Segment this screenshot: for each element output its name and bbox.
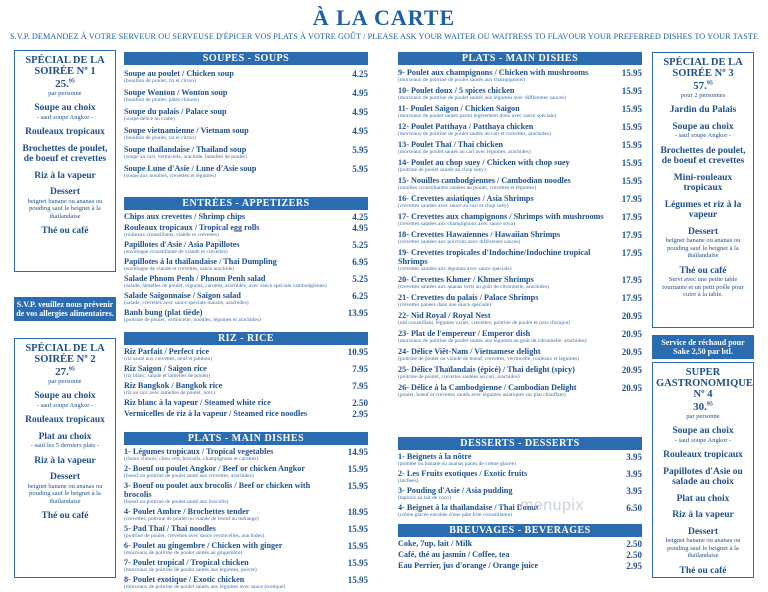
rice-section xyxy=(124,332,368,418)
menu-item xyxy=(398,383,642,398)
item-description: (rouleaux croustillants, viande et crevettes) xyxy=(124,232,219,238)
item-name: 13- Poulet Thaï / Thai chicken xyxy=(398,140,504,149)
section-title: DESSERTS - DESSERTS xyxy=(398,437,642,450)
section-title: PLATS - MAIN DISHES xyxy=(398,52,642,65)
menu-item xyxy=(398,86,642,101)
item-name: 1- Beignets à la nôtre xyxy=(398,452,472,461)
menu-item xyxy=(398,452,642,467)
item-name: Riz Parfait / Perfect rice xyxy=(124,347,210,356)
special-price-value: 57. xyxy=(693,80,707,92)
item-name: Soupe Lune d'Asie / Lune d'Asie soup xyxy=(124,164,257,173)
item-name: 22- Nid Royal / Royal Nest xyxy=(398,311,491,320)
item-description: (crevettes sautées avec sauce au cari et chop suey) xyxy=(398,203,509,209)
item-description: (morceaux de poulet sautés parmi légèrement doux avec sauce spéciale) xyxy=(398,113,557,119)
item-price: 7.95 xyxy=(352,364,368,374)
item-description: (soupe aux nouilles, crevettes et légumes) xyxy=(124,173,216,179)
special-price xyxy=(656,80,750,92)
item-name: 14- Poulet au chop suey / Chicken with chop suey xyxy=(398,158,570,167)
item-name: Soupe thaïlandaise / Thailand soup xyxy=(124,145,247,154)
item-name: Soupe du palais / Palace soup xyxy=(124,107,227,116)
menu-item xyxy=(124,145,368,160)
item-description: (morceaux de poitrine de poulet sautés aux légumes avec différentes sauces) xyxy=(398,95,566,101)
menu-item xyxy=(124,524,368,539)
item-name: Soupe Wonton / Wonton soup xyxy=(124,88,228,97)
item-description: (enveloppe croustillante de viande et crevettes) xyxy=(124,249,228,255)
item-name: 17- Crevettes aux champignons / Shrimps with mushrooms xyxy=(398,212,604,221)
item-price: 6.25 xyxy=(352,291,368,301)
item-description: (poulet, boeuf et crevettes sautés avec légumes asiatiques sur plat chauffant) xyxy=(398,392,566,398)
item-price: 2.95 xyxy=(352,409,368,419)
menu-item xyxy=(124,558,368,573)
item-name: 5- Pad Thaï / Thai noodles xyxy=(124,524,216,533)
item-price: 15.95 xyxy=(347,464,368,474)
special-item: Plat au choix xyxy=(676,493,730,504)
item-price: 17.95 xyxy=(621,293,642,303)
special-item: Rouleaux tropicaux xyxy=(663,450,743,460)
special-item: Thé ou café xyxy=(41,226,89,236)
special-item: Mini-rouleaux tropicaux xyxy=(673,172,733,193)
item-price: 4.95 xyxy=(352,88,368,98)
item-price: 15.95 xyxy=(621,68,642,78)
special-price-cents: 95 xyxy=(706,401,713,408)
item-name: Café, thé au jasmin / Coffee, tea xyxy=(398,550,510,559)
item-price: 3.95 xyxy=(626,486,642,496)
special-item-note: Servi avec une petite table tournante et un petit poêle pour cuire à la table. xyxy=(662,276,744,298)
special-item: Légumes et riz à la vapeur xyxy=(664,199,742,220)
special-item-note: - sauf soupe Angkor - xyxy=(36,401,94,409)
item-name: Riz Saigon / Saigon rice xyxy=(124,364,207,373)
menu-item xyxy=(398,140,642,155)
special-item: Dessert xyxy=(687,226,719,237)
item-price: 18.95 xyxy=(347,507,368,517)
item-description: (riz blanc, salade et lamelles de poulet) xyxy=(124,373,210,379)
menu-item xyxy=(124,447,368,462)
item-name: Chips aux crevettes / Shrimp chips xyxy=(124,212,246,221)
menu-item xyxy=(124,347,368,362)
item-name: 26- Délice à la Cambodgienne / Cambodian Delight xyxy=(398,383,577,392)
special-item: Thé ou café xyxy=(41,511,89,521)
item-name: 3- Pouding d'Asie / Asia pudding xyxy=(398,486,513,495)
item-description: (riz sauté aux crevettes, oeuf et jambon) xyxy=(124,356,213,362)
section-title: BREUVAGES - BEVERAGES xyxy=(398,524,642,537)
item-name: 2- Boeuf ou poulet Angkor / Beef or chicken Angkor xyxy=(124,464,305,473)
item-name: 2- Les Fruits exotiques / Exotic fruits xyxy=(398,469,528,478)
item-description: (pomme ou banane ou ananas panés de crème glacée) xyxy=(398,461,516,467)
item-description: (morceaux de poitrine de poulet sautés au cari et crevettes, arachides) xyxy=(398,131,551,137)
item-description: (morceaux de poitrine de poulet sautés aux légumes, poivre) xyxy=(124,567,257,573)
item-price: 5.25 xyxy=(352,274,368,284)
menu-item xyxy=(124,381,368,396)
menu-item xyxy=(124,409,368,418)
item-price: 10.95 xyxy=(347,347,368,357)
special-item: Brochettes de poulet, de boeuf et crevettes xyxy=(22,143,108,164)
menu-item xyxy=(398,176,642,191)
menu-item xyxy=(124,69,368,84)
item-description: (morceaux de poitrine de poulet sautés au gingembre) xyxy=(124,550,243,556)
menu-item xyxy=(398,122,642,137)
main-dishes-1-section xyxy=(124,432,368,590)
menu-item xyxy=(398,293,642,308)
item-price: 17.95 xyxy=(621,230,642,240)
item-name: 11- Poulet Saigon / Chicken Saigon xyxy=(398,104,520,113)
menu-item xyxy=(398,347,642,362)
item-price: 17.95 xyxy=(621,248,642,258)
item-price: 20.95 xyxy=(621,347,642,357)
menu-item xyxy=(398,311,642,326)
item-name: Banh bung (plat tiède) xyxy=(124,308,203,317)
menu-item xyxy=(398,194,642,209)
item-name: 19- Crevettes tropicales d'Indochine/Indochine tropical Shrimps xyxy=(398,248,591,266)
special-item: Rouleaux tropicaux xyxy=(25,127,105,137)
item-price: 15.95 xyxy=(347,524,368,534)
item-description: (soupe délice au crabe) xyxy=(124,116,175,122)
item-description: (morceaux de poitrine de poulet sautés aux champignons) xyxy=(398,77,525,83)
item-description: (morceaux de poitrine de poulet sautés aux légumes avec sauce exotique) xyxy=(124,584,286,590)
special-item: Thé ou café xyxy=(679,565,727,576)
item-price: 4.25 xyxy=(352,69,368,79)
item-price: 15.95 xyxy=(347,481,368,491)
item-price: 15.95 xyxy=(621,176,642,186)
item-price: 15.95 xyxy=(621,104,642,114)
item-price: 6.95 xyxy=(352,257,368,267)
beverages-section xyxy=(398,524,642,570)
special-item-note: beignet banane ou ananas ou pouding sauf le beignet à la thaïlandaise xyxy=(27,197,103,220)
item-description: (soupe au cari, vermicelle, arachide, lamelles de poulet) xyxy=(124,154,247,160)
special-item-note: - sauf soupe Angkor - xyxy=(674,436,732,444)
menu-item xyxy=(124,126,368,141)
item-price: 13.95 xyxy=(347,308,368,318)
special-title: SUPER GASTRONOMIQUE Nº 4 xyxy=(656,367,753,400)
item-description: (enveloppe de viande et crevettes, sauce arachide) xyxy=(124,266,235,272)
item-description: (crevettes panées dans une sauce spéciale) xyxy=(398,302,491,308)
item-price: 4.25 xyxy=(352,212,368,222)
item-description: (poitrine de poulet, crevettes avec sauce vermicelles, arachides) xyxy=(124,533,265,539)
item-price: 15.95 xyxy=(621,140,642,150)
item-name: 3- Boeuf ou poulet aux brocolis / Beef or chicken with brocolis xyxy=(124,481,311,499)
item-name: 15- Nouilles cambodgiennes / Cambodian noodles xyxy=(398,176,571,185)
page-subtitle: S.V.P. DEMANDEZ À VOTRE SERVEUR OU SERVEUSE D'ÉPICER VOS PLATS À VOTRE GOÛT / PLEASE ASK YOUR WAITER OU WAITRESS TO FLAVOUR YOUR PREFERRED DISHES TO YOUR TASTE xyxy=(9,32,759,41)
item-name: 6- Poulet au gingembre / Chicken with ginger xyxy=(124,541,283,550)
item-name: 18- Crevettes Hawaïennes / Hawaiian Shrimps xyxy=(398,230,561,239)
item-description: (bouillon de poulet, pâtés chinois) xyxy=(124,97,199,103)
item-name: 7- Poulet tropical / Tropical chicken xyxy=(124,558,249,567)
item-name: 23- Plat de l'empereur / Emperor dish xyxy=(398,329,531,338)
item-name: Rouleaux tropicaux / Tropical egg rolls xyxy=(124,223,260,232)
item-name: 4- Beignet à la thaïlandaise / Thai Donut xyxy=(398,503,539,512)
item-description: (bouillon de poulet, riz et citron) xyxy=(124,78,196,84)
menu-item xyxy=(124,212,368,221)
special-price-value: 27. xyxy=(55,366,69,378)
item-name: 24- Délice Viêt-Nam / Vietnamese delight xyxy=(398,347,541,356)
item-price: 15.95 xyxy=(621,122,642,132)
item-price: 2.50 xyxy=(626,539,642,549)
menu-item xyxy=(124,291,368,306)
special-item-note: - sauf les 5 derniers plats - xyxy=(30,442,100,449)
item-name: Riz Bangkok / Bangkok rice xyxy=(124,381,223,390)
item-name: Papillotes d'Asie / Asia Papillotes xyxy=(124,240,240,249)
item-description: (choux chinois, chou vert, brocolis, champignons et carottes) xyxy=(124,456,259,462)
rechaud-note: Service de réchaud pour Sake 2,50 par btl. xyxy=(652,335,754,359)
menu-item xyxy=(398,275,642,290)
menu-item xyxy=(398,329,642,344)
item-description: (crevettes sautées aux ananas verts au goût de citronnelle, arachides) xyxy=(398,284,549,290)
item-name: Soupe au poulet / Chicken soup xyxy=(124,69,234,78)
menu-item xyxy=(124,481,368,505)
item-description: (nid croustillant, légumes variés, crevettes, poitrine de poulet et noix d'acajou) xyxy=(398,320,571,326)
item-price: 4.95 xyxy=(352,223,368,233)
item-description: (salade, crevettes avec sauce spéciale maison, arachides) xyxy=(124,300,249,306)
menu-item xyxy=(124,507,368,522)
item-price: 6.50 xyxy=(626,503,642,513)
menu-item xyxy=(398,230,642,245)
menu-item xyxy=(398,104,642,119)
special-item: Plat au choix xyxy=(38,431,92,442)
item-price: 14.95 xyxy=(347,447,368,457)
item-name: 20- Crevettes Khmer / Khmer Shrimps xyxy=(398,275,534,284)
item-price: 20.95 xyxy=(621,383,642,393)
special-2-box xyxy=(14,338,116,578)
special-item-note: beignet banane ou ananas ou pouding sauf le beignet à la thaïlandaise xyxy=(665,237,741,259)
item-price: 2.95 xyxy=(626,561,642,571)
special-1-box xyxy=(14,50,116,272)
section-title: PLATS - MAIN DISHES xyxy=(124,432,368,445)
special-item: Papillotes d'Asie ou salade au choix xyxy=(663,466,743,487)
item-description: (poitrine de poulet sautée au chop suey) xyxy=(398,167,486,173)
item-description: (poitrine de poulet ou viande de boeuf, crevettes, vermicelle, rouleaux et légumes) xyxy=(398,356,580,362)
item-description: (morceaux de poulet sautés au cari avec légumes, arachides) xyxy=(398,149,531,155)
item-price: 2.50 xyxy=(626,550,642,560)
menu-item xyxy=(398,469,642,484)
item-name: 10- Poulet doux / 5 spices chicken xyxy=(398,86,515,95)
item-name: 12- Poulet Patthaya / Patthaya chicken xyxy=(398,122,534,131)
item-price: 4.95 xyxy=(352,107,368,117)
item-description: (boeuf ou poitrine de poulet sauté aux crevettes, arachides) xyxy=(124,473,254,479)
special-price-cents: 95 xyxy=(68,78,75,85)
special-title: SPÉCIAL DE LA SOIRÉE Nº 1 xyxy=(25,55,105,77)
item-price: 17.95 xyxy=(621,212,642,222)
menu-header xyxy=(0,6,768,41)
item-name: 9- Poulet aux champignons / Chicken with mushrooms xyxy=(398,68,589,77)
watermark-text: menupix xyxy=(520,497,584,514)
item-price: 15.95 xyxy=(621,86,642,96)
special-price xyxy=(18,366,112,378)
menu-item xyxy=(124,223,368,238)
special-price-value: 30. xyxy=(693,401,707,413)
special-per: par personne xyxy=(686,413,720,420)
page-title: À LA CARTE xyxy=(312,5,456,30)
item-description: (boeuf ou poitrine de poulet sauté aux brocolis) xyxy=(124,499,229,505)
special-item: Soupe au choix xyxy=(34,103,96,113)
special-item-note: - sauf soupe Angkor - xyxy=(674,132,732,139)
item-name: Salade Saigonnaise / Saigon salad xyxy=(124,291,241,300)
item-price: 5.95 xyxy=(352,164,368,174)
special-item: Dessert xyxy=(687,526,719,537)
item-description: (nouilles croustillantes sautées au poulet, crevettes et légumes) xyxy=(398,185,537,191)
item-description: (bouillon de poulet, riz et citron) xyxy=(124,135,196,141)
menu-item xyxy=(398,212,642,227)
item-name: 21- Crevettes du palais / Palace Shrimps xyxy=(398,293,539,302)
item-name: 25- Délice Thaïlandais (épicé) / Thai delight (spicy) xyxy=(398,365,575,374)
item-price: 15.95 xyxy=(621,158,642,168)
item-name: Riz blanc à la vapeur / Steamed white rice xyxy=(124,398,271,407)
special-per: pour 2 personnes xyxy=(680,92,726,99)
item-description: (poitrine de poulet, crevettes sautées au cari, arachides) xyxy=(398,374,520,380)
section-title: RIZ - RICE xyxy=(124,332,368,345)
item-price: 3.95 xyxy=(626,469,642,479)
menu-item xyxy=(398,158,642,173)
special-item: Riz à la vapeur xyxy=(34,170,96,181)
item-description: (tapioca au lait de coco) xyxy=(398,495,451,501)
menu-item xyxy=(124,541,368,556)
item-name: 1- Légumes tropicaux / Tropical vegetables xyxy=(124,447,274,456)
menu-item xyxy=(398,561,642,570)
main-dishes-2-section xyxy=(398,52,642,398)
special-item: Riz à la vapeur xyxy=(672,510,734,520)
item-price: 5.25 xyxy=(352,240,368,250)
menu-item xyxy=(124,464,368,479)
menu-item xyxy=(124,107,368,122)
special-item: Dessert xyxy=(49,472,81,482)
item-price: 15.95 xyxy=(347,575,368,585)
special-price-value: 25. xyxy=(55,78,69,90)
item-name: Coke, 7up, lait / Milk xyxy=(398,539,473,548)
special-item: Riz à la vapeur xyxy=(34,455,96,466)
menu-item xyxy=(398,68,642,83)
special-per: par personne xyxy=(48,90,82,97)
menu-item xyxy=(124,164,368,179)
item-price: 2.50 xyxy=(352,398,368,408)
item-name: 8- Poulet exotique / Exotic chicken xyxy=(124,575,245,584)
special-4-box xyxy=(652,362,754,578)
special-item: Rouleaux tropicaux xyxy=(25,415,105,425)
special-per: par personne xyxy=(48,378,82,385)
menu-item xyxy=(124,257,368,272)
special-item-note: - sauf soupe Angkor - xyxy=(36,113,94,121)
item-price: 15.95 xyxy=(347,541,368,551)
appetizers-section xyxy=(124,197,368,323)
special-title: SPÉCIAL DE LA SOIRÉE Nº 2 xyxy=(25,343,105,365)
item-price: 7.95 xyxy=(352,381,368,391)
special-price xyxy=(656,401,750,413)
menu-item xyxy=(124,88,368,103)
special-item: Soupe au choix xyxy=(34,391,96,401)
allergy-note: S.V.P. veuillez nous prévenir de vos allergies alimentaires. xyxy=(14,297,116,321)
item-price: 15.95 xyxy=(347,558,368,568)
special-item: Soupe au choix xyxy=(672,426,734,436)
special-price-cents: 95 xyxy=(706,80,713,87)
special-price xyxy=(18,78,112,90)
item-name: 4- Poulet Ambre / Brochettes tender xyxy=(124,507,250,516)
menu-item xyxy=(398,248,642,272)
section-title: SOUPES - SOUPS xyxy=(124,52,368,65)
menu-item xyxy=(124,575,368,590)
soups-section xyxy=(124,52,368,179)
item-name: 16- Crevettes asiatiques / Asia Shrimps xyxy=(398,194,534,203)
menu-item xyxy=(124,364,368,379)
item-price: 4.95 xyxy=(352,126,368,136)
item-name: Vermicelles de riz à la vapeur / Steamed rice noodles xyxy=(124,409,308,418)
menu-item xyxy=(124,274,368,289)
menu-item xyxy=(398,539,642,548)
item-price: 20.95 xyxy=(621,365,642,375)
item-description: (crème glacée enrobée d'une pâte frite croustillante) xyxy=(398,512,512,518)
special-item: Thé ou café xyxy=(679,265,727,276)
menu-item xyxy=(398,365,642,380)
item-price: 17.95 xyxy=(621,275,642,285)
item-name: Soupe vietnamienne / Vietnam soup xyxy=(124,126,249,135)
item-name: Papillotes à la thaïlandaise / Thai Dumpling xyxy=(124,257,277,266)
section-title: ENTRÉES - APPETIZERS xyxy=(124,197,368,210)
item-description: (salade, lamelles de poulet, oignons, carottes, arachides, avec sauce spéciale cambodgienne) xyxy=(124,283,327,289)
item-price: 20.95 xyxy=(621,311,642,321)
item-description: (poitrine de poulet, vermicelle, noodles, légumes et arachides) xyxy=(124,317,261,323)
menu-item xyxy=(124,398,368,407)
item-price: 5.95 xyxy=(352,145,368,155)
item-description: (crevettes, poitrine de poulet ou viande de boeuf au mélange) xyxy=(124,516,259,522)
item-name: Eau Perrier, jus d'orange / Orange juice xyxy=(398,561,539,570)
special-item: Jardin du Palais xyxy=(669,105,737,115)
item-description: (riz au cari avec lamelles de poulet, noix) xyxy=(124,390,216,396)
menu-item xyxy=(124,240,368,255)
item-description: (crevettes sautées aux poivrons avec différentes sauces) xyxy=(398,239,521,245)
menu-item xyxy=(398,550,642,559)
special-item: Soupe au choix xyxy=(672,121,734,132)
special-item: Brochettes de poulet, de boeuf et crevettes xyxy=(660,145,746,166)
item-description: (crevettes sautées aux légumes avec sauce spéciale) xyxy=(398,266,512,272)
item-name: Salade Phnom Penh / Phnom Penh salad xyxy=(124,274,266,283)
special-title: SPÉCIAL DE LA SOIRÉE Nº 3 xyxy=(663,57,743,79)
special-item-note: beignet banane ou ananas ou pouding sauf le beignet à la thaïlandaise xyxy=(665,537,741,559)
item-description: (morceaux de poitrine de poulet sautés aux légumes au goût de citronnelle, arachides) xyxy=(398,338,587,344)
special-price-cents: 95 xyxy=(68,366,75,373)
menu-item xyxy=(124,308,368,323)
special-3-box xyxy=(652,52,754,328)
item-description: (litchees) xyxy=(398,478,419,484)
special-item-note: beignet banane ou ananas ou pouding sauf le beignet à la thaïlandaise xyxy=(27,482,103,505)
item-price: 20.95 xyxy=(621,329,642,339)
item-price: 3.95 xyxy=(626,452,642,462)
special-item: Dessert xyxy=(49,187,81,197)
item-description: (crevettes sautées aux champignons avec sauce soya) xyxy=(398,221,515,227)
item-price: 17.95 xyxy=(621,194,642,204)
